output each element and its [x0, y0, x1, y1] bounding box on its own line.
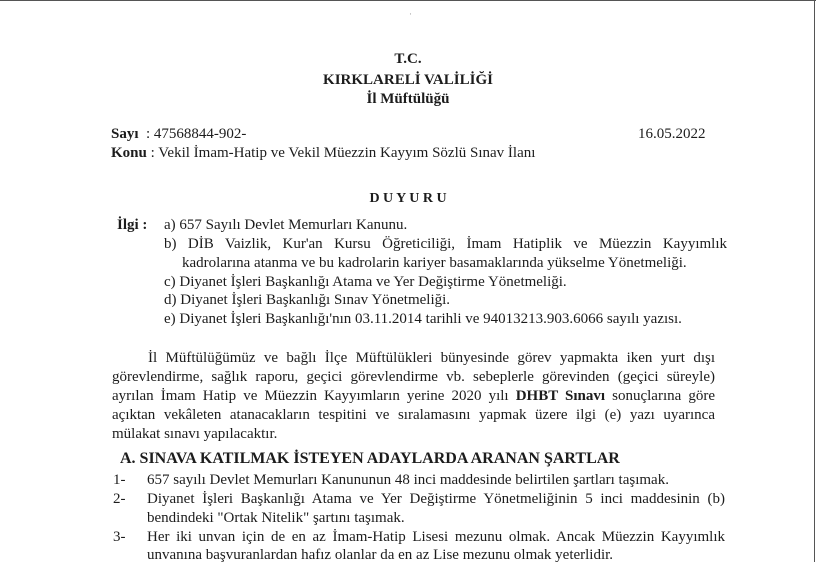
header-valilik: KIRKLARELİ VALİLİĞİ: [323, 72, 493, 88]
list-item-text: unvanına başvuranlardan hafız olanlar da en az Lise mezunu olmak yeterlidir.: [147, 547, 614, 563]
body-line-1: İl Müftülüğümüz ve bağlı İlçe Müftülükleri bünyesinde görev yapmakta iken yurt dışı: [148, 350, 715, 366]
sayi-label: Sayı: [111, 126, 139, 142]
body-line-4: açıktan vekâleten atanacakların tespitini ve sıralamasını yapmak üzere ilgi (e) yazı uyarınca: [112, 407, 715, 423]
list-item-text: Her iki unvan için de en az İmam-Hatip Lisesi mezunu olmak. Ancak Müezzin Kayyımlık: [147, 529, 725, 545]
body-line-5: mülakat sınavı yapılacaktır.: [112, 426, 278, 442]
document-date: 16.05.2022: [638, 126, 706, 142]
sayi-value: : 47568844-902-: [146, 126, 247, 142]
ilgi-item-c: c) Diyanet İşleri Başkanlığı Atama ve Yer Değiştirme Yönetmeliği.: [164, 274, 567, 290]
scan-mark: ·: [409, 9, 412, 19]
ilgi-label: İlgi :: [117, 217, 148, 233]
page-top-border: [0, 0, 816, 1]
section-a-heading: A. SINAVA KATILMAK İSTEYEN ADAYLARDA ARANAN ŞARTLAR: [120, 450, 620, 467]
duyuru-title: D U Y U R U: [369, 191, 447, 206]
body-line-3-pre: ayrılan İmam Hatip ve Müezzin Kayyımların yerine 2020 yılı: [112, 388, 516, 404]
list-item-number: 2-: [113, 491, 126, 507]
list-item-text: bendindeki "Ortak Nitelik" şartını taşımak.: [147, 510, 405, 526]
body-line-3-post: sonuçlarına göre: [605, 388, 715, 404]
body-line-2: görevlendirme, sağlık raporu, geçici görevlendirme vb. sebeplerle görevinden (geçici süreyle): [112, 369, 715, 385]
konu-value: : Vekil İmam-Hatip ve Vekil Müezzin Kayyım Sözlü Sınav İlanı: [150, 145, 536, 161]
header-muftuluk: İl Müftülüğü: [366, 91, 450, 107]
list-item-number: 1-: [113, 472, 126, 488]
sayi-line: [111, 126, 246, 143]
ilgi-item-b-line1: b) DİB Vaizlik, Kur'an Kursu Öğreticiliği, İmam Hatiplik ve Müezzin Kayyımlık: [164, 236, 727, 252]
konu-line: [111, 145, 535, 162]
list-item-number: 3-: [113, 529, 126, 545]
list-item-text: 657 sayılı Devlet Memurları Kanununun 48 inci maddesinde belirtilen şartları taşımak.: [147, 472, 669, 488]
ilgi-item-d: d) Diyanet İşleri Başkanlığı Sınav Yönetmeliği.: [164, 292, 451, 308]
ilgi-item-a: a) 657 Sayılı Devlet Memurları Kanunu.: [164, 217, 408, 233]
body-line-3: [112, 388, 715, 407]
ilgi-item-b-line2: kadrolarına atanma ve bu kadrolarin kariyer basamaklarında yükselme Yönetmeliği.: [182, 255, 687, 271]
konu-label: Konu: [111, 145, 147, 161]
dhbt-sinavi: DHBT Sınavı: [515, 388, 606, 404]
list-item-text: Diyanet İşleri Başkanlığı Atama ve Yer Değiştirme Yönetmeliğinin 5 inci maddesinin (b): [147, 491, 725, 507]
header-tc: T.C.: [394, 51, 422, 67]
ilgi-item-e: e) Diyanet İşleri Başkanlığı'nın 03.11.2014 tarihli ve 94013213.903.6066 sayılı yazısı.: [164, 311, 682, 327]
